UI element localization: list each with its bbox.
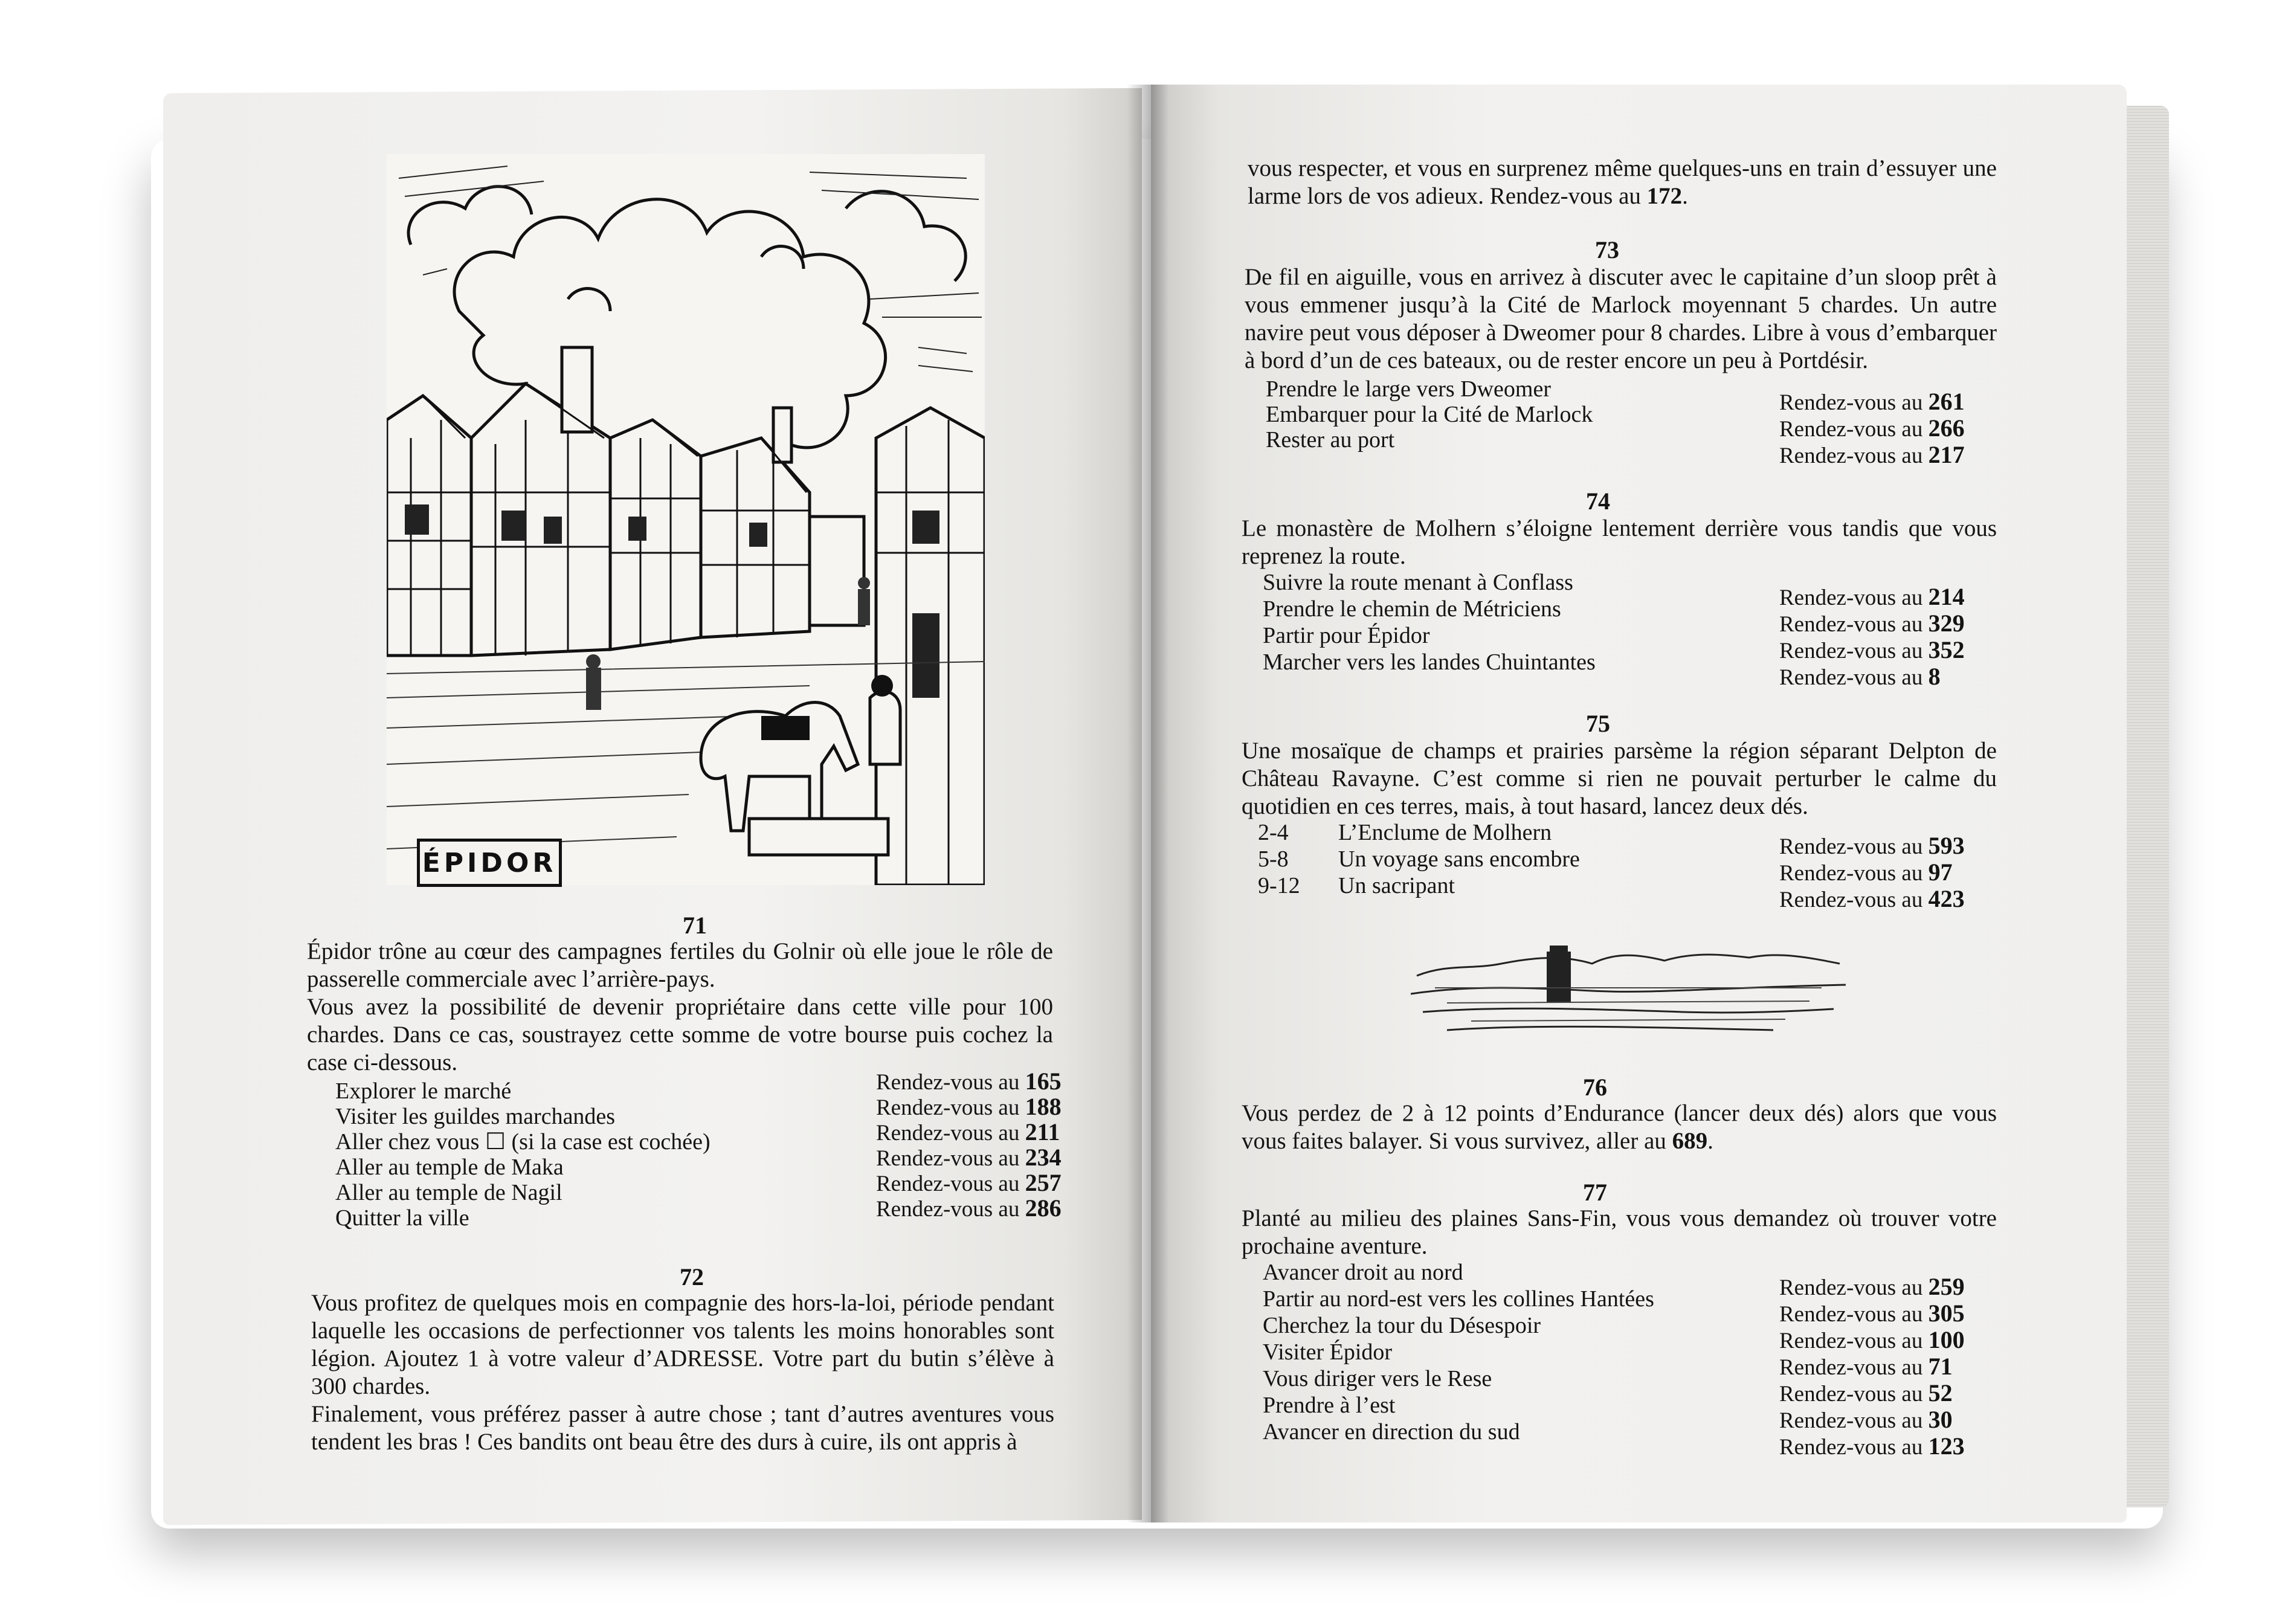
- choice-label[interactable]: Visiter Épidor: [1263, 1339, 1393, 1365]
- choice-label[interactable]: Quitter la ville: [335, 1205, 469, 1231]
- illustration-caption: ÉPIDOR: [417, 839, 562, 887]
- section-75-paragraph: Une mosaïque de champs et prairies parsème la région séparant Delpton de Château Ravayne. C’est comme si rien ne pouvait perturber le calme du quotidien en ces terres, mais, à tout hasard, lancez deux dés.: [1242, 738, 1997, 819]
- choice-label[interactable]: Cherchez la tour du Désespoir: [1263, 1313, 1541, 1338]
- choice-label[interactable]: Explorer le marché: [335, 1078, 512, 1104]
- choice-label[interactable]: Embarquer pour la Cité de Marlock: [1266, 402, 1593, 427]
- choice-roll: 5-8: [1258, 846, 1289, 872]
- choice-label[interactable]: Avancer en direction du sud: [1263, 1419, 1520, 1445]
- choice-target[interactable]: Rendez-vous au 217: [1779, 441, 1965, 468]
- section-72-paragraph-1: Vous profitez de quelques mois en compagnie des hors-la-loi, période pendant laquelle les occasions de perfectionner vos talents les moins honorables sont légion. Ajoutez 1 à votre valeur d’ADRESSE. Votre part du butin s’élève à 300 chardes.: [311, 1290, 1054, 1399]
- choice-target[interactable]: Rendez-vous au 352: [1779, 636, 1965, 663]
- choice-target[interactable]: Rendez-vous au 423: [1779, 885, 1965, 912]
- choice-target[interactable]: Rendez-vous au 305: [1779, 1300, 1965, 1327]
- choice-label[interactable]: Partir au nord-est vers les collines Hantées: [1263, 1286, 1654, 1312]
- section-number-75: 75: [1586, 710, 1610, 737]
- choice-label[interactable]: Visiter les guildes marchandes: [335, 1104, 616, 1129]
- choice-target[interactable]: Rendez-vous au 593: [1779, 832, 1965, 859]
- choice-target[interactable]: Rendez-vous au 52: [1779, 1379, 1953, 1406]
- choice-roll: 2-4: [1258, 820, 1289, 845]
- choice-label[interactable]: Prendre à l’est: [1263, 1393, 1396, 1418]
- section-72-continuation: vous respecter, et vous en surprenez même quelques-uns en train d’essuyer une larme lors de vos adieux. Rendez-vous au 172.: [1248, 155, 1997, 209]
- choice-label[interactable]: Aller au temple de Maka: [335, 1155, 564, 1180]
- choice-target[interactable]: Rendez-vous au 8: [1779, 663, 1941, 690]
- section-71-paragraph-1: Épidor trône au cœur des campagnes fertiles du Golnir où elle joue le rôle de passerelle commerciale avec l’arrière-pays.: [307, 938, 1053, 992]
- section-76-paragraph: Vous perdez de 2 à 12 points d’Endurance (lancer deux dés) alors que vous vous faites balayer. Si vous survivez, aller au 689.: [1242, 1100, 1997, 1154]
- choice-target[interactable]: Rendez-vous au 259: [1779, 1273, 1965, 1300]
- section-77-paragraph: Planté au milieu des plaines Sans-Fin, vous vous demandez où trouver votre prochaine aventure.: [1242, 1205, 1997, 1259]
- landscape-drawing: [1411, 927, 1846, 1048]
- choice-target[interactable]: Rendez-vous au 257: [876, 1169, 1062, 1196]
- choice-target[interactable]: Rendez-vous au 261: [1779, 388, 1965, 415]
- choice-label[interactable]: Aller chez vous ☐ (si la case est cochée): [335, 1129, 711, 1155]
- section-71-paragraph-2: Vous avez la possibilité de devenir propriétaire dans cette ville pour 100 chardes. Dans ce cas, soustrayez cette somme de votre bourse puis cochez la case ci-dessous.: [307, 994, 1053, 1075]
- choice-label[interactable]: Un sacripant: [1338, 873, 1455, 898]
- choice-target[interactable]: Rendez-vous au 188: [876, 1093, 1062, 1120]
- choice-target[interactable]: Rendez-vous au 100: [1779, 1326, 1965, 1353]
- section-number-72: 72: [680, 1263, 704, 1290]
- choice-target[interactable]: Rendez-vous au 214: [1779, 583, 1965, 610]
- choice-target[interactable]: Rendez-vous au 234: [876, 1144, 1062, 1171]
- choice-label[interactable]: Avancer droit au nord: [1263, 1260, 1463, 1285]
- choice-target[interactable]: Rendez-vous au 165: [876, 1068, 1062, 1095]
- section-number-76: 76: [1583, 1074, 1607, 1101]
- section-number-74: 74: [1586, 488, 1610, 515]
- book-gutter: [1127, 85, 1169, 1522]
- page-edges: [2127, 106, 2169, 1507]
- choice-target[interactable]: Rendez-vous au 71: [1779, 1353, 1953, 1380]
- choice-target[interactable]: Rendez-vous au 97: [1779, 859, 1953, 886]
- choice-label[interactable]: Partir pour Épidor: [1263, 623, 1430, 648]
- section-number-77: 77: [1583, 1179, 1607, 1206]
- section-73-paragraph: De fil en aiguille, vous en arrivez à discuter avec le capitaine d’un sloop prêt à vous emmener jusqu’à la Cité de Marlock moyennant 5 chardes. Un autre navire peut vous déposer à Dweomer pour 8 chardes. Libre à vous d’embarquer à bord d’un de ces bateaux, ou de rester encore un peu à Portdésir.: [1245, 264, 1997, 373]
- epidor-illustration: [387, 154, 985, 885]
- choice-label[interactable]: L’Enclume de Molhern: [1338, 820, 1552, 845]
- choice-label[interactable]: Vous diriger vers le Rese: [1263, 1366, 1492, 1391]
- choice-target[interactable]: Rendez-vous au 123: [1779, 1432, 1965, 1460]
- choice-roll: 9-12: [1258, 873, 1300, 898]
- choice-target[interactable]: Rendez-vous au 211: [876, 1118, 1060, 1146]
- section-74-paragraph: Le monastère de Molhern s’éloigne lentement derrière vous tandis que vous reprenez la route.: [1242, 515, 1997, 569]
- choice-label[interactable]: Prendre le chemin de Métriciens: [1263, 596, 1561, 622]
- choice-target[interactable]: Rendez-vous au 30: [1779, 1406, 1953, 1433]
- landscape-vignette: [1411, 927, 1846, 1048]
- choice-label[interactable]: Marcher vers les landes Chuintantes: [1263, 649, 1596, 675]
- section-number-73: 73: [1595, 236, 1619, 263]
- choice-target[interactable]: Rendez-vous au 329: [1779, 610, 1965, 637]
- choice-target[interactable]: Rendez-vous au 266: [1779, 414, 1965, 442]
- choice-label[interactable]: Prendre le large vers Dweomer: [1266, 376, 1551, 402]
- section-72-paragraph-2: Finalement, vous préférez passer à autre chose ; tant d’autres aventures vous tendent les bras ! Ces bandits ont beau être des durs à cuire, ils ont appris à: [311, 1401, 1054, 1455]
- choice-label[interactable]: Aller au temple de Nagil: [335, 1180, 562, 1205]
- town-drawing: [387, 154, 985, 885]
- section-number-71: 71: [683, 912, 707, 939]
- choice-label[interactable]: Rester au port: [1266, 427, 1395, 453]
- choice-label[interactable]: Suivre la route menant à Conflass: [1263, 570, 1573, 595]
- choice-target[interactable]: Rendez-vous au 286: [876, 1194, 1062, 1222]
- choice-label[interactable]: Un voyage sans encombre: [1338, 846, 1580, 872]
